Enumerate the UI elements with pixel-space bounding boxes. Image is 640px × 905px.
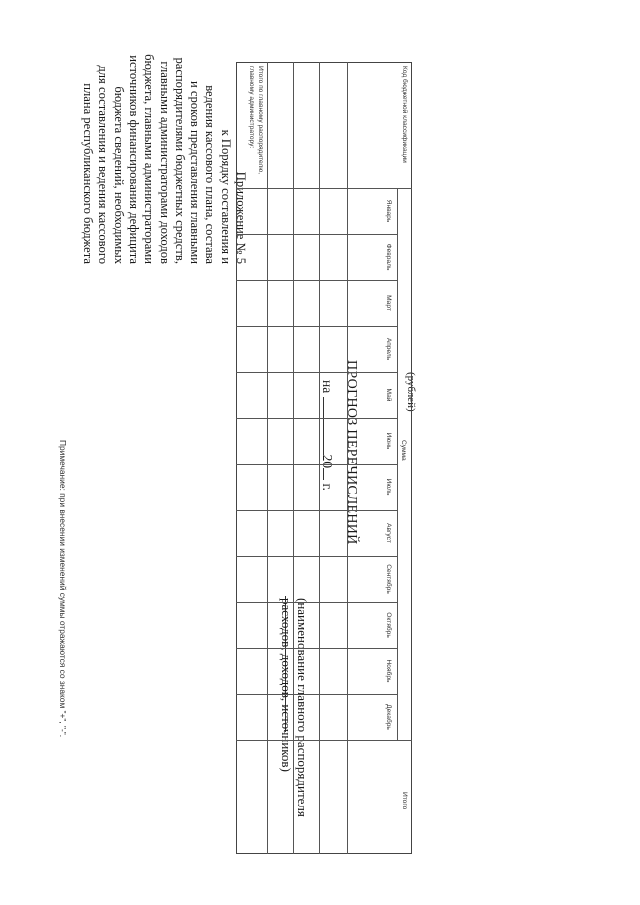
month-header: Февраль bbox=[385, 243, 392, 271]
month-header: Август bbox=[385, 523, 392, 543]
column-line bbox=[236, 694, 398, 695]
column-line bbox=[236, 464, 398, 465]
month-header: Июнь bbox=[385, 432, 392, 450]
appendix-line: главными администраторами доходов bbox=[157, 61, 172, 264]
period-prefix: на bbox=[320, 380, 335, 394]
appendix-line: плана республиканского бюджета bbox=[81, 83, 96, 264]
column-line bbox=[236, 418, 398, 419]
month-header: Март bbox=[385, 295, 392, 311]
month-header: Июль bbox=[385, 478, 392, 496]
column-line bbox=[236, 372, 398, 373]
column-line bbox=[236, 648, 398, 649]
month-header: Май bbox=[385, 388, 392, 402]
code-column-header: Код бюджетной классификации bbox=[401, 66, 408, 163]
table-footer-label-line1: Итого по главному распорядителю, bbox=[257, 66, 264, 175]
appendix-header bbox=[80, 38, 248, 264]
column-line bbox=[236, 740, 412, 741]
month-header: Ноябрь bbox=[385, 659, 392, 683]
column-line bbox=[236, 556, 398, 557]
period-year-prefix: 20 bbox=[320, 454, 335, 469]
month-header: Декабрь bbox=[385, 704, 392, 730]
month-header: Январь bbox=[385, 199, 392, 223]
footnote: Примечание: при внесении изменений суммы отражаются со знаком "+", "-". bbox=[58, 440, 68, 738]
header-bottom-line bbox=[347, 62, 348, 854]
units-label: (рублей) bbox=[405, 372, 417, 412]
row-line bbox=[319, 62, 320, 854]
org-caption-line2: расходов, доходов, источников) bbox=[279, 598, 294, 772]
column-line bbox=[236, 234, 398, 235]
page-title: ПРОГНОЗ ПЕРЕЧИСЛЕНИЙ bbox=[344, 360, 359, 545]
period-suffix: г. bbox=[320, 483, 335, 491]
column-line bbox=[236, 602, 398, 603]
month-header: Апрель bbox=[385, 337, 392, 361]
total-column-header: Итого bbox=[401, 792, 408, 810]
table-footer-label-line2: главному администратору: bbox=[248, 66, 255, 149]
org-caption-line1: (наименование главного распорядителя bbox=[295, 598, 310, 817]
month-header: Октябрь bbox=[385, 612, 392, 638]
appendix-line: к Порядку составления и bbox=[218, 129, 233, 264]
column-line bbox=[236, 510, 398, 511]
month-header: Сентябрь bbox=[385, 564, 392, 594]
appendix-line: бюджета сведений, необходимых bbox=[111, 86, 126, 264]
appendix-line: для составления и ведения кассового bbox=[96, 65, 111, 264]
row-line bbox=[267, 62, 268, 854]
appendix-line: бюджета, главными администраторами bbox=[142, 54, 157, 264]
appendix-line: ведения кассового плана, состава bbox=[203, 85, 218, 264]
column-line bbox=[236, 326, 398, 327]
appendix-line: распорядителями бюджетных средств, bbox=[172, 57, 187, 264]
appendix-line: и сроков представления главными bbox=[188, 81, 203, 264]
row-line bbox=[293, 62, 294, 854]
sum-column-header: Сумма bbox=[400, 440, 407, 461]
appendix-line: источников финансирования дефицита bbox=[126, 55, 141, 264]
appendix-line: Приложение № 5 bbox=[234, 171, 248, 264]
column-line bbox=[236, 280, 398, 281]
